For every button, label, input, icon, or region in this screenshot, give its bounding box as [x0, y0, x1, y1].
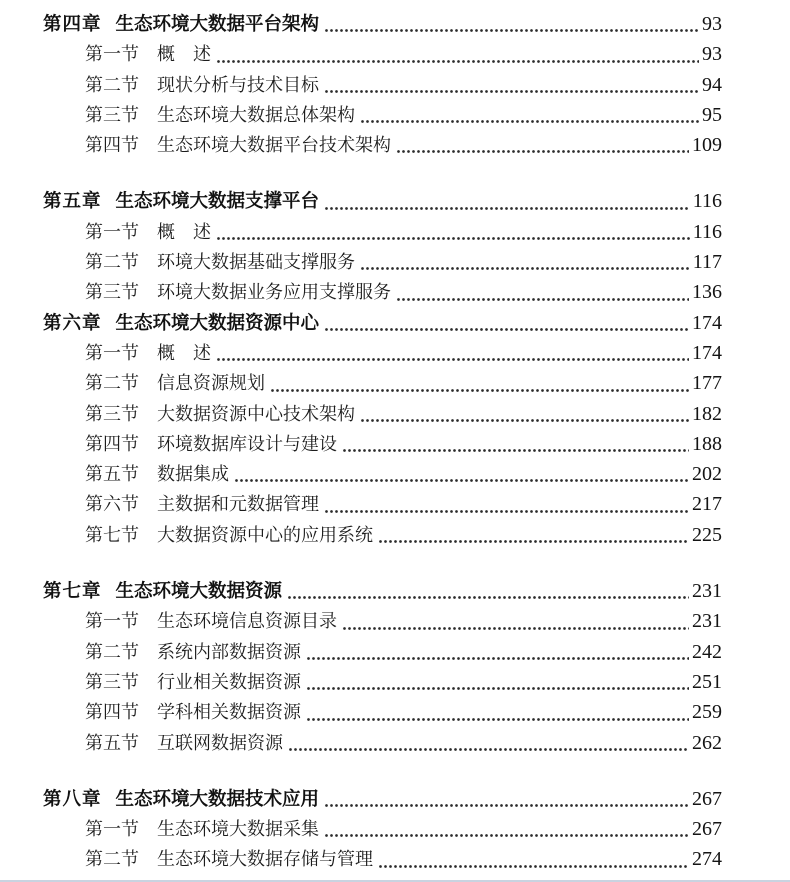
dot-leader	[361, 120, 699, 123]
section-number-label: 第三节	[85, 403, 139, 424]
dot-leader	[325, 328, 689, 331]
page-number: 267	[692, 787, 722, 810]
toc-section-row	[0, 338, 790, 368]
section-number-label: 第四节	[85, 433, 139, 454]
page-number: 174	[692, 311, 722, 334]
section-number-label: 第七节	[85, 524, 139, 545]
section-title: 互联网数据资源	[157, 732, 283, 753]
chapter-number-label: 第四章	[43, 13, 102, 34]
dot-leader	[307, 657, 689, 660]
toc-chapter-row	[0, 9, 790, 39]
toc-section-row	[0, 399, 790, 429]
toc-section-row	[0, 247, 790, 277]
section-title: 数据集成	[157, 464, 229, 485]
dot-leader	[307, 718, 689, 721]
toc-section-row	[0, 606, 790, 636]
toc-section-row	[0, 217, 790, 247]
page-number: 93	[702, 13, 722, 35]
chapter-number-label: 第七章	[43, 580, 102, 602]
chapter-number-label: 第八章	[43, 787, 102, 809]
dot-leader	[397, 298, 689, 301]
toc-section-row	[0, 667, 790, 697]
dot-leader	[217, 358, 689, 361]
page-number: 94	[702, 73, 722, 96]
section-title: 生态环境大数据采集	[157, 819, 319, 840]
chapter-group-gap	[0, 550, 790, 576]
toc-chapter-row	[0, 784, 790, 814]
toc-section-row	[0, 489, 790, 519]
dot-leader	[307, 687, 689, 690]
chapter-number-label: 第六章	[43, 311, 102, 333]
section-number-label: 第二节	[85, 74, 139, 95]
section-number-label: 第四节	[85, 135, 139, 156]
section-title: 环境大数据基础支撑服务	[157, 252, 355, 273]
dot-leader	[379, 540, 689, 543]
section-title: 主数据和元数据管理	[157, 494, 319, 515]
page-number: 242	[692, 640, 722, 663]
section-title: 生态环境大数据平台技术架构	[157, 135, 391, 156]
section-title: 学科相关数据资源	[157, 702, 301, 723]
chapter-group-gap	[0, 758, 790, 784]
section-title: 概 述	[157, 44, 211, 65]
section-title: 大数据资源中心技术架构	[157, 403, 355, 424]
section-title: 生态环境信息资源目录	[157, 611, 337, 632]
section-title: 生态环境大数据总体架构	[157, 104, 355, 125]
section-number-label: 第二节	[85, 373, 139, 394]
dot-leader	[361, 419, 689, 422]
dot-leader	[343, 627, 689, 630]
page-number: 95	[702, 103, 722, 126]
page-number: 177	[692, 372, 722, 395]
page-number: 262	[692, 731, 722, 754]
page-number: 93	[702, 43, 722, 66]
section-number-label: 第二节	[85, 641, 139, 662]
section-number-label: 第六节	[85, 494, 139, 515]
section-title: 大数据资源中心的应用系统	[157, 524, 373, 545]
chapter-number-label: 第五章	[43, 190, 102, 212]
dot-leader	[217, 237, 690, 240]
dot-leader	[343, 449, 689, 452]
table-of-contents	[0, 9, 790, 875]
dot-leader	[288, 596, 689, 599]
section-number-label: 第一节	[85, 819, 139, 840]
toc-section-row	[0, 844, 790, 874]
toc-section-row	[0, 100, 790, 130]
chapter-title: 生态环境大数据平台架构	[115, 13, 320, 34]
dot-leader	[325, 804, 689, 807]
toc-section-row	[0, 70, 790, 100]
page-number: 188	[692, 432, 722, 455]
page-number: 109	[692, 134, 722, 157]
dot-leader	[217, 60, 699, 63]
page-number: 117	[692, 251, 722, 274]
page-number: 182	[692, 402, 722, 425]
section-title: 行业相关数据资源	[157, 671, 301, 692]
page-number: 116	[692, 220, 722, 243]
section-title: 信息资源规划	[157, 373, 265, 394]
dot-leader	[325, 29, 699, 32]
toc-section-row	[0, 697, 790, 727]
section-number-label: 第一节	[85, 342, 139, 363]
dot-leader	[397, 150, 689, 153]
toc-section-row	[0, 637, 790, 667]
page-number: 116	[692, 190, 722, 213]
dot-leader	[379, 865, 689, 868]
section-number-label: 第四节	[85, 702, 139, 723]
section-number-label: 第二节	[85, 849, 139, 870]
section-number-label: 第三节	[85, 104, 139, 125]
toc-section-row	[0, 130, 790, 160]
page-number: 231	[692, 610, 722, 633]
section-number-label: 第二节	[85, 252, 139, 273]
toc-chapter-row	[0, 308, 790, 338]
section-number-label: 第五节	[85, 464, 139, 485]
page-number: 267	[692, 818, 722, 841]
section-number-label: 第三节	[85, 282, 139, 303]
page-number: 225	[692, 523, 722, 546]
section-number-label: 第五节	[85, 732, 139, 753]
toc-section-row	[0, 459, 790, 489]
section-title: 环境大数据业务应用支撑服务	[157, 282, 391, 303]
dot-leader	[235, 479, 689, 482]
toc-section-row	[0, 39, 790, 69]
chapter-group-gap	[0, 160, 790, 186]
toc-section-row	[0, 277, 790, 307]
section-title: 概 述	[157, 221, 211, 242]
dot-leader	[325, 834, 689, 837]
section-number-label: 第一节	[85, 44, 139, 65]
chapter-title: 生态环境大数据支撑平台	[115, 190, 320, 212]
section-number-label: 第一节	[85, 611, 139, 632]
dot-leader	[271, 389, 689, 392]
dot-leader	[325, 510, 689, 513]
toc-section-row	[0, 814, 790, 844]
dot-leader	[361, 267, 690, 270]
page-number: 136	[692, 281, 722, 304]
toc-section-row	[0, 368, 790, 398]
section-title: 系统内部数据资源	[157, 641, 301, 662]
section-title: 现状分析与技术目标	[157, 74, 319, 95]
toc-section-row	[0, 429, 790, 459]
toc-section-row	[0, 728, 790, 758]
chapter-title: 生态环境大数据技术应用	[115, 787, 320, 809]
page-number: 251	[692, 670, 722, 693]
page-number: 174	[692, 341, 722, 364]
section-number-label: 第一节	[85, 221, 139, 242]
page-number: 202	[692, 463, 722, 486]
dot-leader	[289, 748, 689, 751]
section-title: 环境数据库设计与建设	[157, 433, 337, 454]
dot-leader	[325, 207, 690, 210]
toc-chapter-row	[0, 576, 790, 606]
section-number-label: 第三节	[85, 671, 139, 692]
page-number: 231	[692, 580, 722, 603]
section-title: 生态环境大数据存储与管理	[157, 849, 373, 870]
page-number: 217	[692, 493, 722, 516]
toc-section-row	[0, 520, 790, 550]
chapter-title: 生态环境大数据资源	[115, 580, 283, 602]
dot-leader	[325, 90, 699, 93]
toc-chapter-row	[0, 186, 790, 216]
chapter-title: 生态环境大数据资源中心	[115, 311, 320, 333]
page-number: 259	[692, 701, 722, 724]
page-number: 274	[692, 848, 722, 871]
section-title: 概 述	[157, 342, 211, 363]
